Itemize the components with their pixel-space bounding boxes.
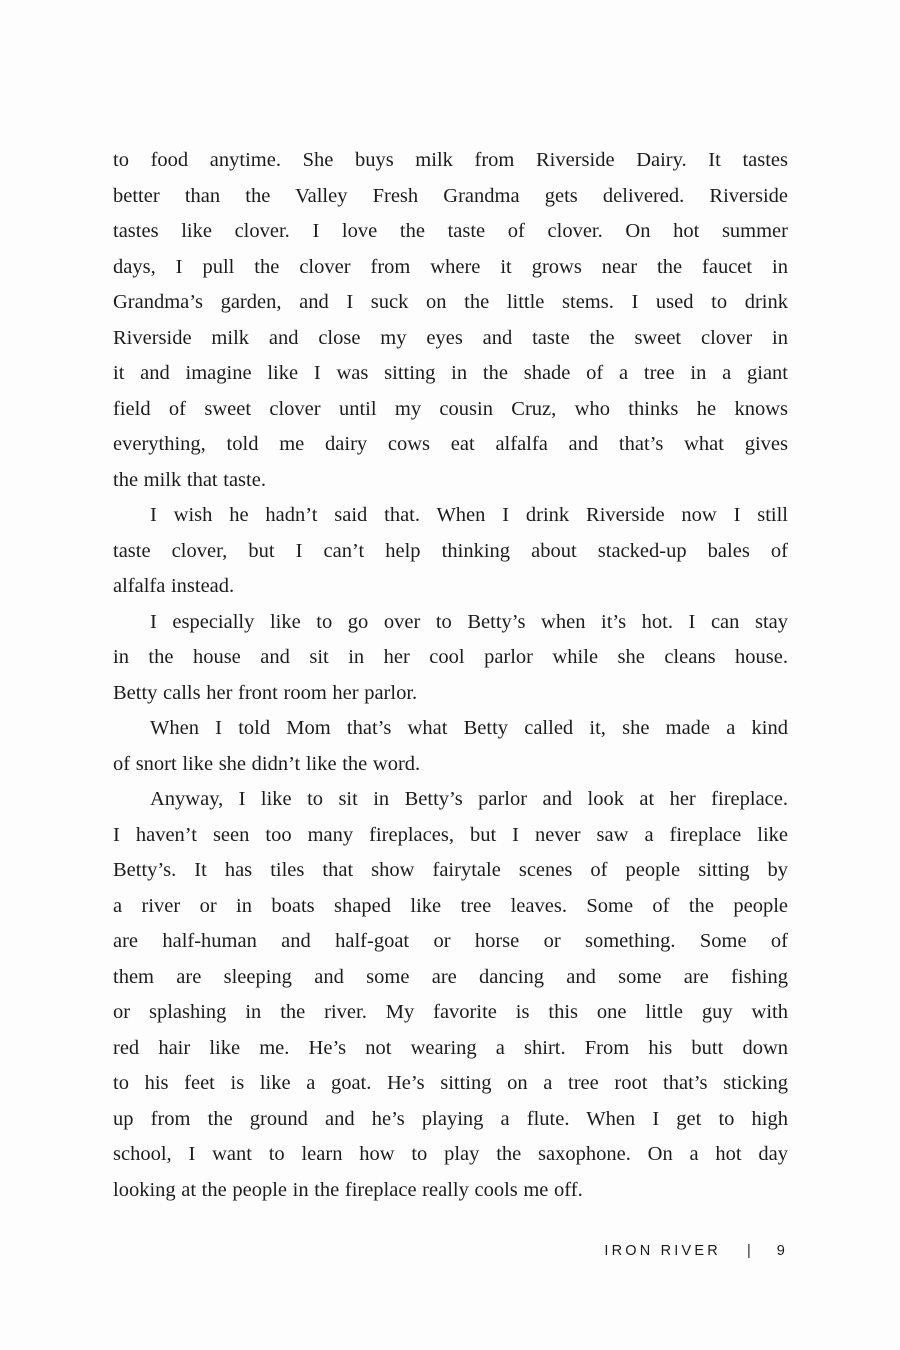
text-line: in the house and sit in her cool parlor while she cleans house.	[113, 646, 788, 668]
text-line: Anyway, I like to sit in Betty’s parlor and look at her fireplace.	[150, 788, 788, 810]
text-line: it and imagine like I was sitting in the shade of a tree in a giant	[113, 362, 788, 384]
text-line: alfalfa instead.	[113, 575, 235, 597]
text-line: Betty calls her front room her parlor.	[113, 681, 418, 704]
running-footer-book-title: IRON RIVER	[604, 1243, 721, 1259]
text-block	[113, 143, 788, 1208]
footer-separator: |	[746, 1243, 751, 1259]
text-line: or splashing in the river. My favorite is this one little guy with	[113, 1001, 788, 1023]
text-line: field of sweet clover until my cousin Cruz, who thinks he knows	[113, 397, 788, 420]
text-line: looking at the people in the fireplace really cools me off.	[113, 1178, 583, 1201]
text-line: I wish he hadn’t said that. When I drink Riverside now I still	[150, 504, 788, 526]
text-line: of snort like she didn’t like the word.	[113, 752, 421, 775]
text-line: everything, told me dairy cows eat alfalfa and that’s what gives	[113, 433, 788, 455]
text-line: school, I want to learn how to play the saxophone. On a hot day	[113, 1143, 788, 1165]
text-line: them are sleeping and some are dancing and some are fishing	[113, 965, 788, 988]
text-line: up from the ground and he’s playing a flute. When I get to high	[113, 1107, 788, 1130]
text-line: Grandma’s garden, and I suck on the little stems. I used to drink	[113, 291, 788, 313]
text-line: I haven’t seen too many fireplaces, but I never saw a fireplace like	[113, 823, 788, 846]
text-line: red hair like me. He’s not wearing a shirt. From his butt down	[113, 1036, 788, 1059]
text-line: to food anytime. She buys milk from Riverside Dairy. It tastes	[113, 149, 788, 171]
text-line: a river or in boats shaped like tree leaves. Some of the people	[113, 894, 788, 917]
running-footer	[604, 1243, 788, 1259]
text-line: taste clover, but I can’t help thinking about stacked-up bales of	[113, 539, 788, 562]
text-line: tastes like clover. I love the taste of clover. On hot summer	[113, 220, 788, 242]
text-line: better than the Valley Fresh Grandma gets delivered. Riverside	[113, 184, 788, 207]
text-line: When I told Mom that’s what Betty called it, she made a kind	[150, 717, 788, 739]
text-line: Riverside milk and close my eyes and taste the sweet clover in	[113, 326, 788, 349]
text-line: days, I pull the clover from where it grows near the faucet in	[113, 255, 788, 278]
page-number: 9	[776, 1243, 788, 1259]
text-line: the milk that taste.	[113, 468, 266, 491]
text-line: Betty’s. It has tiles that show fairytale scenes of people sitting by	[113, 859, 788, 881]
text-line: are half-human and half-goat or horse or something. Some of	[113, 930, 788, 952]
text-line: to his feet is like a goat. He’s sitting on a tree root that’s sticking	[113, 1072, 788, 1094]
text-line: I especially like to go over to Betty’s when it’s hot. I can stay	[150, 610, 788, 633]
